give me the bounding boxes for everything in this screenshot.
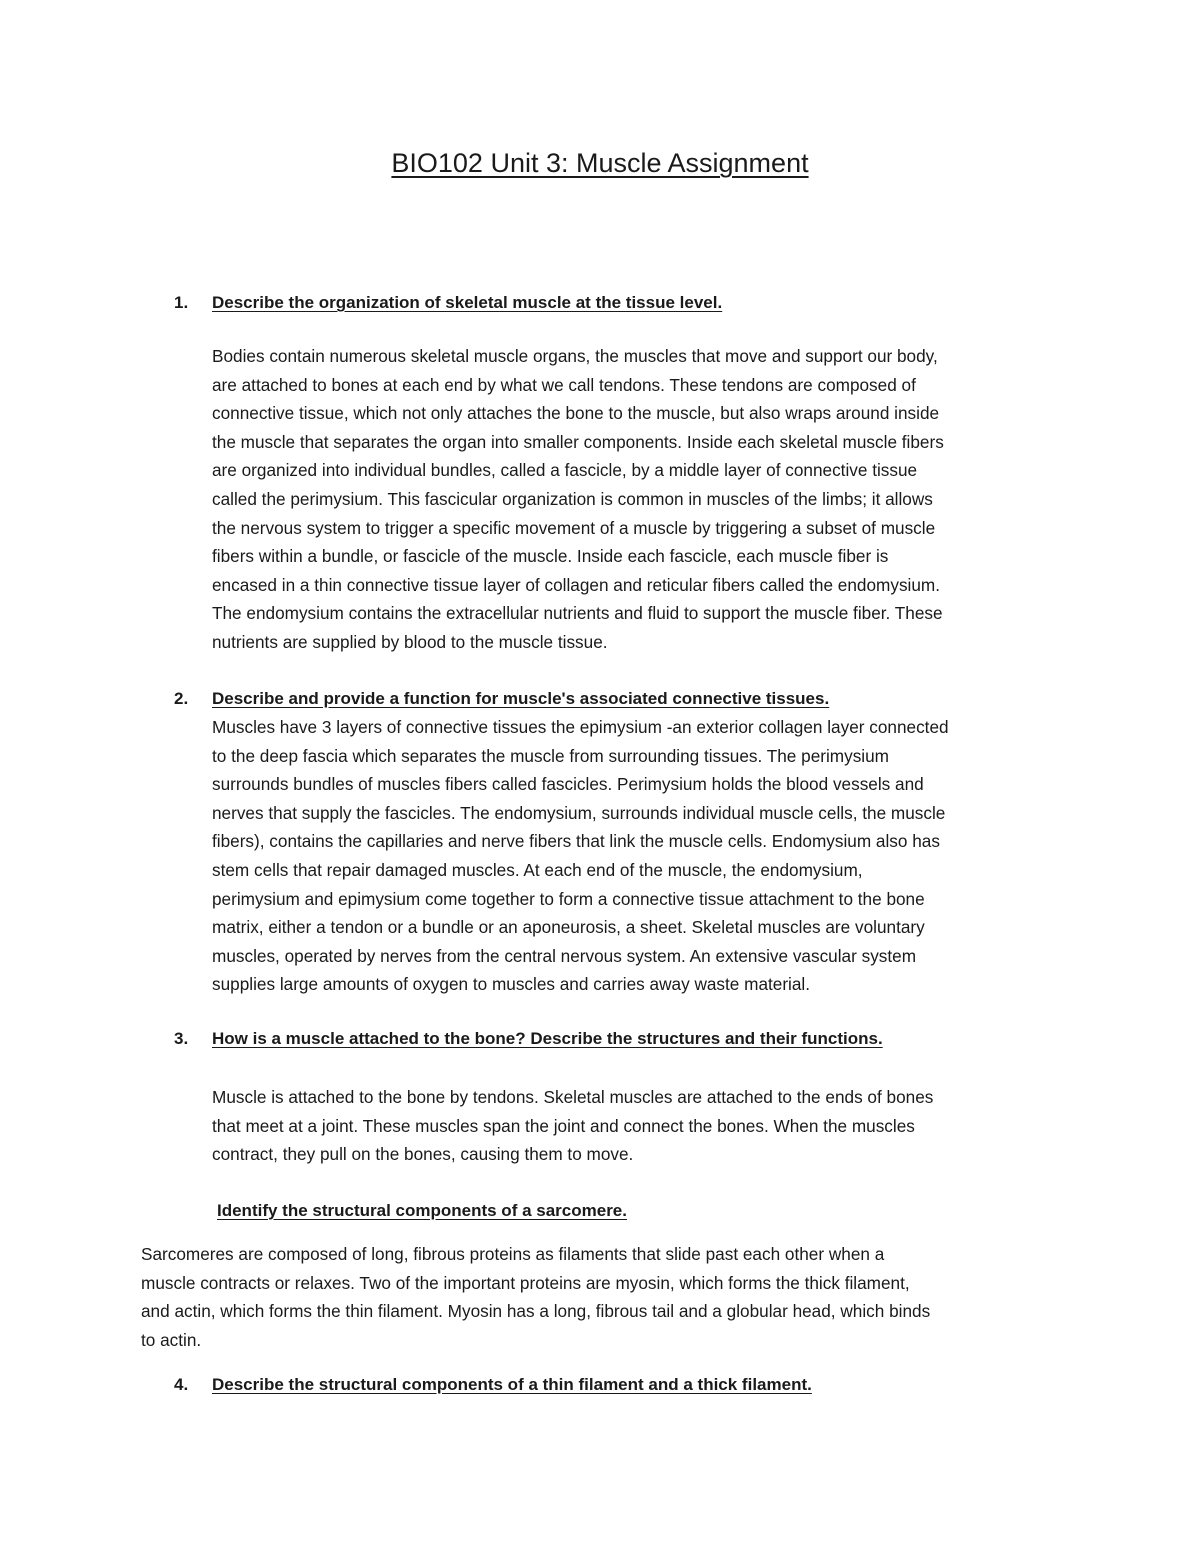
answer-line: that meet at a joint. These muscles span the joint and connect the bones. When the muscles: [212, 1115, 915, 1136]
answer-line: surrounds bundles of muscles fibers called fascicles. Perimysium holds the blood vessels and: [212, 774, 924, 795]
answer-line: Sarcomeres are composed of long, fibrous proteins as filaments that slide past each other when a: [141, 1244, 885, 1264]
answer-line: muscles, operated by nerves from the central nervous system. An extensive vascular system: [212, 945, 917, 966]
answer-line: perimysium and epimysium come together to form a connective tissue attachment to the bone: [212, 888, 925, 909]
answer-line: the muscle that separates the organ into smaller components. Inside each skeletal muscle fibers: [212, 431, 944, 452]
answer-line: are attached to bones at each end by what we call tendons. These tendons are composed of: [212, 374, 916, 395]
question-prompt: Describe the organization of skeletal muscle at the tissue level.: [212, 293, 723, 312]
answer-2: [212, 713, 949, 999]
question-1: [174, 289, 722, 317]
question-prompt: Describe the structural components of a thin filament and a thick filament.: [212, 1375, 812, 1394]
answer-line: fibers), contains the capillaries and nerve fibers that link the muscle cells. Endomysium also has: [212, 831, 940, 852]
answer-line: stem cells that repair damaged muscles. At each end of the muscle, the endomysium,: [212, 859, 863, 880]
answer-line: and actin, which forms the thin filament. Myosin has a long, fibrous tail and a globular head, which binds: [141, 1301, 931, 1322]
answer-line: Muscles have 3 layers of connective tissues the epimysium -an exterior collagen layer connected: [212, 717, 949, 737]
answer-line: the nervous system to trigger a specific movement of a muscle by triggering a subset of muscle: [212, 517, 936, 538]
question-number: 1.: [174, 293, 189, 312]
answer-line: supplies large amounts of oxygen to muscles and carries away waste material.: [212, 974, 811, 995]
answer-line: matrix, either a tendon or a bundle or an aponeurosis, a sheet. Skeletal muscles are voluntary: [212, 917, 925, 938]
answer-1: [212, 342, 944, 657]
question-prompt: Describe and provide a function for muscle's associated connective tissues.: [212, 689, 830, 708]
answer-line: encased in a thin connective tissue layer of collagen and reticular fibers called the endomysium.: [212, 574, 941, 595]
question-number: 4.: [174, 1375, 189, 1394]
answer-line: Muscle is attached to the bone by tendons. Skeletal muscles are attached to the ends of bones: [212, 1087, 934, 1107]
answer-line: to the deep fascia which separates the muscle from surrounding tissues. The perimysium: [212, 745, 890, 766]
sarcomere-answer: [141, 1240, 930, 1354]
answer-line: connective tissue, which not only attaches the bone to the muscle, but also wraps around inside: [212, 403, 940, 424]
answer-line: to actin.: [141, 1329, 202, 1350]
answer-3: [212, 1083, 933, 1169]
answer-line: The endomysium contains the extracellular nutrients and fluid to support the muscle fiber. These: [212, 603, 943, 624]
answer-line: nerves that supply the fascicles. The endomysium, surrounds individual muscle cells, the muscle: [212, 802, 946, 823]
question-number: 2.: [174, 689, 189, 708]
sarcomere-heading: Identify the structural components of a sarcomere.: [217, 1201, 627, 1220]
question-prompt: How is a muscle attached to the bone? Describe the structures and their functions.: [212, 1029, 883, 1048]
answer-line: are organized into individual bundles, called a fascicle, by a middle layer of connective tissue: [212, 460, 918, 481]
question-number: 3.: [174, 1029, 189, 1048]
answer-line: Bodies contain numerous skeletal muscle organs, the muscles that move and support our body,: [212, 346, 938, 366]
answer-line: muscle contracts or relaxes. Two of the important proteins are myosin, which forms the thick filament,: [141, 1272, 910, 1293]
question-2: [174, 685, 829, 713]
question-3: [174, 1025, 883, 1053]
answer-line: called the perimysium. This fascicular organization is common in muscles of the limbs; it allows: [212, 488, 933, 509]
document-title: BIO102 Unit 3: Muscle Assignment: [391, 148, 809, 178]
answer-line: fibers within a bundle, or fascicle of the muscle. Inside each fascicle, each muscle fiber is: [212, 546, 889, 567]
question-4: [174, 1371, 812, 1399]
answer-line: nutrients are supplied by blood to the muscle tissue.: [212, 631, 608, 652]
answer-line: contract, they pull on the bones, causing them to move.: [212, 1144, 634, 1165]
